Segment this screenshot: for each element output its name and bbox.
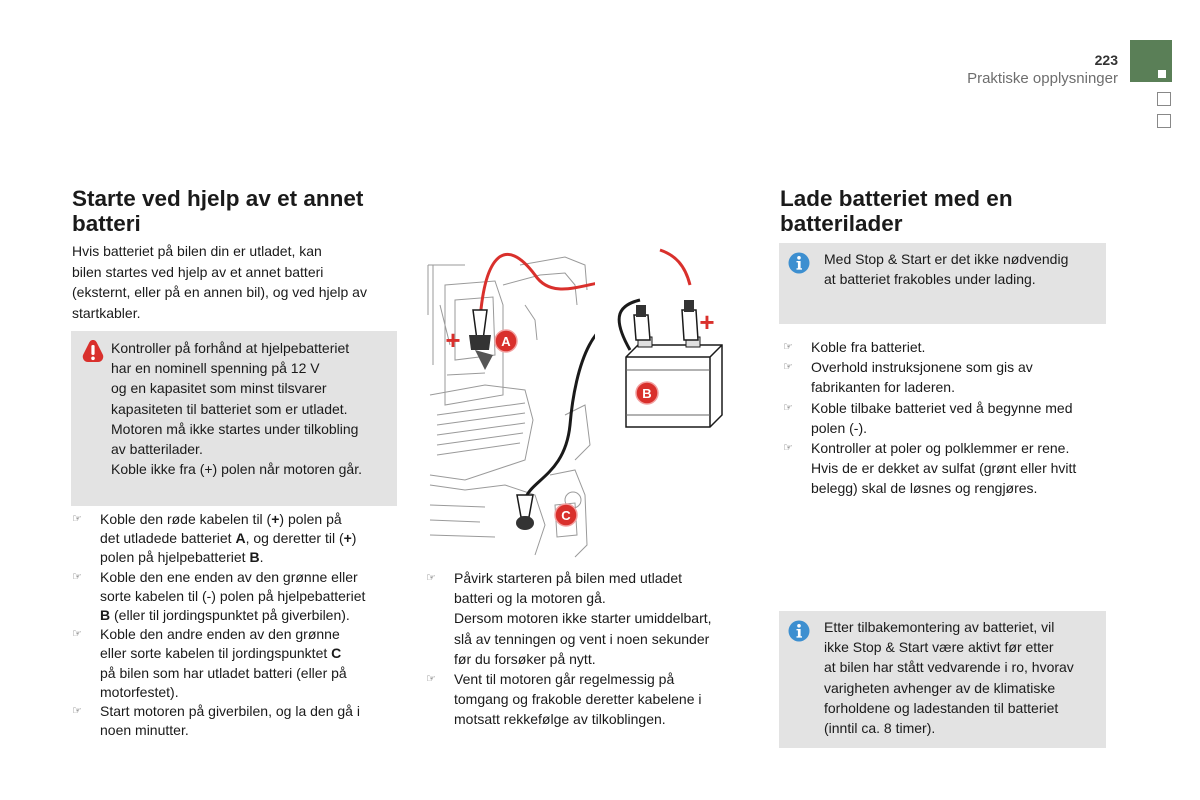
step-text: . [259,549,264,566]
warning-icon-dot [91,357,95,361]
clamp-b-positive-body [682,310,698,340]
step-item [72,510,402,568]
step-text: polen (-). [811,419,868,436]
step-text: Koble tilbake batteriet ved å begynne med [811,399,1073,416]
step-item [426,568,756,669]
step-text: Kontroller at poler og polklemmer er rene. [811,440,1070,457]
step-line [811,377,1113,397]
step-text: ) [351,530,357,547]
start-engine-steps [426,568,756,730]
jump-start-steps [72,510,402,740]
clamp-a-jaw [469,335,491,350]
step-line [100,606,402,625]
pointing-hand-icon: ☞ [72,570,82,583]
pointing-hand-icon: ☞ [72,513,82,525]
jump-start-illustration [425,245,595,560]
warning-icon [81,339,105,363]
step-emphasis: A [235,530,246,547]
info-icon [788,252,810,274]
info-icon-dot [797,624,801,628]
pointing-hand-icon: ☞ [72,705,82,718]
pointing-hand-icon: ☞ [783,442,793,455]
page-number: 223 [1094,52,1118,68]
step-line [811,458,1113,478]
step-text: fabrikanten for laderen. [811,379,955,396]
step-text: Koble den andre enden av den grønne [100,626,340,643]
clamp-b-positive [682,300,698,340]
step-item [72,568,402,626]
step-line [454,689,756,709]
step-item [783,398,1113,438]
label-a: A [501,334,511,349]
info-box-bottom [779,611,1106,748]
step-text: eller sorte kabelen til jordingspunktet [100,645,332,662]
step-text: polen på hjelpebatteriet [100,549,250,566]
clamp-a [469,310,493,370]
warning-box [71,331,397,506]
info-box-top [779,243,1106,324]
step-item [783,438,1113,499]
step-text: Start motoren på giverbilen, og la den gå i [100,703,360,720]
step-line [454,629,756,649]
battery-b [626,337,722,427]
step-text: Overhold instruksjonene som gis av [811,359,1033,376]
label-b: B [642,386,652,401]
step-line [100,587,402,606]
step-line [811,398,1113,418]
pointing-hand-icon: ☞ [426,572,436,584]
step-text: slå av tenningen og vent i noen sekunder [454,630,710,647]
clamp-c-jaw [516,516,534,530]
step-line [100,548,402,567]
step-emphasis: + [343,530,352,547]
step-text: (eller til jordingspunktet på giverbilen). [110,607,350,624]
jump-start-title: Starte ved hjelp av et annet batteri [72,186,364,236]
step-text: Hvis de er dekket av sulfat (grønt eller hvitt [811,460,1077,477]
step-text: før du forsøker på nytt. [454,650,596,667]
step-emphasis: B [249,549,260,566]
section-label: Praktiske opplysninger [967,70,1118,87]
step-line [100,568,402,587]
step-line [100,510,402,529]
step-line [811,357,1113,377]
step-line [454,568,756,588]
pointing-hand-icon: ☞ [783,401,793,414]
step-text: tomgang og frakoble deretter kabelene i [454,691,702,708]
step-item [426,669,756,730]
step-line [811,438,1113,458]
red-cable-end [660,250,690,285]
chapter-tab-marker [1158,70,1166,78]
step-item [72,702,402,740]
pointing-hand-icon: ☞ [783,341,793,353]
clamp-b-positive-handle [684,300,694,312]
plus-sign-a: + [445,325,461,355]
step-line [811,478,1113,498]
step-text: noen minutter. [100,722,189,739]
step-line [811,337,1113,357]
step-text: belegg) skal de løsnes og rengjøres. [811,480,1038,497]
step-text: motorfestet). [100,683,179,700]
step-emphasis: B [100,607,111,624]
charge-battery-title: Lade batteriet med en batterilader [780,186,1013,236]
step-line [454,608,756,628]
warning-text: Kontroller på forhånd at hjelpebatteriet har en nominell spenning på 12 V og en kapasitet som minst tilsvarer kapasiteten til batteriet som er utladet. Motoren må ikke startes under tilkobling av batterilader. Koble ikke fra (+) polen når motoren går. [111,340,362,478]
step-text: Koble fra batteriet. [811,339,926,355]
step-text: sorte kabelen til (-) polen på hjelpebatteriet [100,587,366,604]
step-emphasis: C [331,645,342,662]
step-line [454,649,756,669]
step-text: Koble den røde kabelen til ( [100,511,272,527]
step-item [72,625,402,702]
helper-battery-illustration [590,245,730,445]
step-line [100,721,402,740]
clamp-a-terminal [475,350,493,370]
step-line [100,529,402,548]
step-text: det utladede batteriet [100,530,236,547]
step-line [100,702,402,721]
clamp-b-negative-body [634,315,650,340]
step-emphasis: + [271,511,280,527]
info-bottom-text: Etter tilbakemontering av batteriet, vil ikke Stop & Start være aktivt før etter at bilen har stått vedvarende i ro, hvorav varigheten avhenger av de klimatiske forholdene og ladestanden til batteriet (inntil ca. 8 timer). [824,619,1074,737]
step-text: Vent til motoren går regelmessig på [454,671,675,688]
step-line [100,664,402,683]
sketch-line [437,403,525,455]
step-text: batteri og la motoren gå. [454,590,606,607]
step-text: ) polen på [279,511,342,527]
charge-steps [783,337,1113,499]
pointing-hand-icon: ☞ [783,361,793,374]
clamp-c [516,495,534,530]
info-icon [788,620,810,642]
sketch-line [430,505,495,537]
step-item [783,337,1113,357]
step-text: motsatt rekkefølge av tilkoblingen. [454,711,666,728]
chapter-box [1157,92,1171,106]
info-icon-dot [797,256,801,260]
step-text: Dersom motoren ikke starter umiddelbart, [454,610,712,627]
step-text: , og deretter til ( [245,530,344,547]
step-line [100,683,402,702]
step-item [783,357,1113,397]
sketch-line [525,305,537,340]
info-top-text: Med Stop & Start er det ikke nødvendig at batteriet frakobles under lading. [824,251,1069,288]
pointing-hand-icon: ☞ [426,673,436,686]
step-text: på bilen som har utladet batteri (eller på [100,664,347,681]
step-line [811,418,1113,438]
step-line [100,644,402,663]
step-line [454,588,756,608]
step-line [454,669,756,689]
warning-icon-bar [91,345,94,355]
pointing-hand-icon: ☞ [72,628,82,641]
chapter-box [1157,114,1171,128]
clamp-b-negative-handle [636,305,646,317]
clamp-c-body [517,495,533,517]
clamp-b-negative [634,305,650,340]
step-line [100,625,402,644]
jump-start-intro: Hvis batteriet på bilen din er utladet, kan bilen startes ved hjelp av et annet batteri (eksternt, eller på en annen bil), og ved hjelp av startkabler. [72,243,367,321]
step-line [454,709,756,729]
label-a-badge [495,330,517,352]
step-text: Koble den ene enden av den grønne eller [100,568,358,585]
plus-sign-b: + [699,307,715,337]
label-b-badge [636,382,658,404]
label-c: C [561,508,571,523]
label-c-badge [555,504,577,526]
step-text: Påvirk starteren på bilen med utladet [454,570,683,586]
